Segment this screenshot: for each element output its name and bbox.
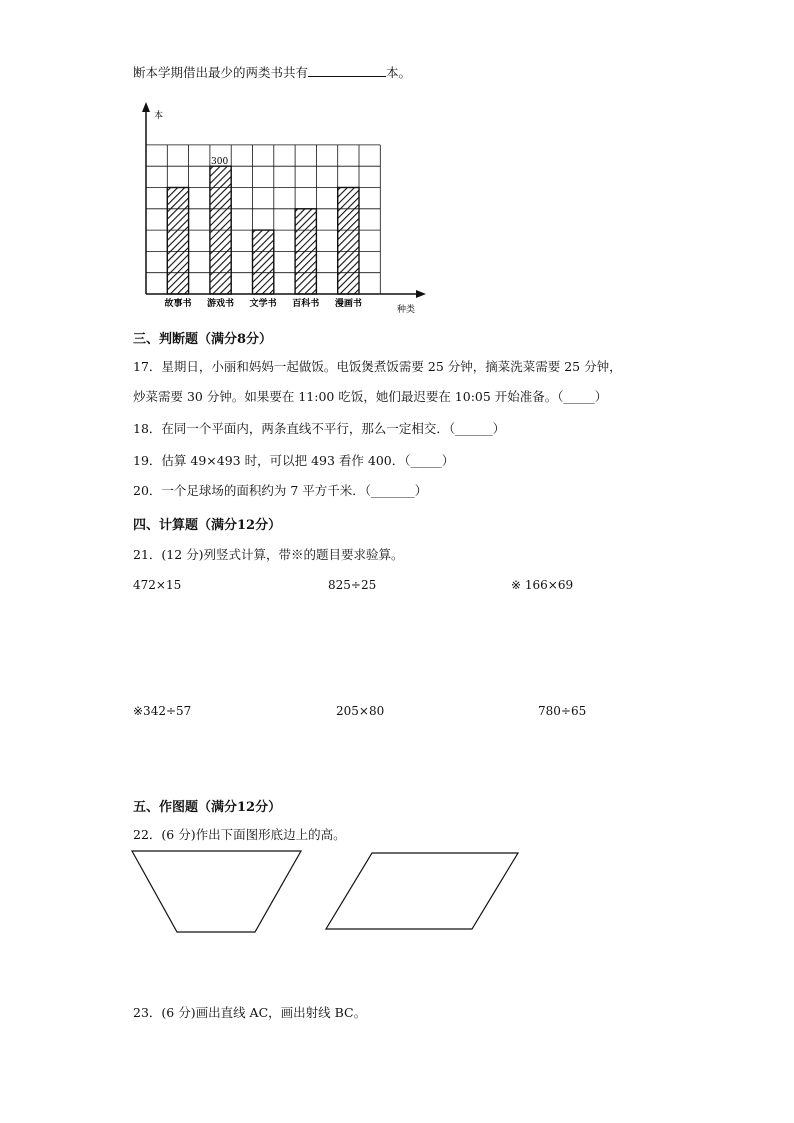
question-17-line1: 17．星期日，小丽和妈妈一起做饭。电饭煲煮饭需要 25 分钟，摘菜洗菜需要 25 分钟， [133, 359, 622, 374]
calc-item-4: ※342÷57 [133, 704, 192, 718]
bar-1 [167, 188, 188, 295]
parallelogram-figure [322, 848, 522, 934]
x-tick-label: 百科书 [292, 299, 320, 309]
x-tick-labels [164, 297, 361, 309]
question-20: 20．一个足球场的面积约为 7 平方千米．（_______） [133, 483, 428, 498]
x-axis-arrow [416, 290, 426, 298]
section-title-drawing: 五、作图题（满分12分） [133, 800, 282, 815]
intro-text-before: 断本学期借出最少的两类书共有 [133, 65, 309, 80]
bar-chart [120, 96, 440, 318]
bar-2 [210, 166, 231, 294]
x-tick-label: 游戏书 [207, 299, 235, 309]
calc-item-5: 205×80 [336, 704, 385, 718]
question-21: 21．(12 分)列竖式计算，带※的题目要求验算。 [133, 547, 404, 562]
question-19: 19．估算 49×493 时，可以把 493 看作 400．（_____） [133, 453, 455, 468]
parallelogram-shape [326, 853, 518, 929]
x-tick-label: 文学书 [249, 299, 277, 309]
answer-blank[interactable] [308, 64, 386, 77]
question-23: 23．(6 分)画出直线 AC，画出射线 BC。 [133, 1005, 367, 1020]
y-axis-label: 本 [154, 111, 164, 121]
trapezoid-shape [132, 851, 301, 932]
data-label-annotation: 300 [211, 157, 229, 167]
trapezoid-figure [130, 848, 310, 940]
intro-line [133, 64, 411, 82]
bar-3 [253, 230, 274, 294]
question-22: 22．(6 分)作出下面图形底边上的高。 [133, 827, 346, 842]
x-tick-label: 漫画书 [334, 299, 362, 309]
section-title-calculation: 四、计算题（满分12分） [133, 518, 282, 533]
intro-text-after: 本。 [386, 65, 412, 80]
bar-4 [295, 209, 316, 294]
calc-item-1: 472×15 [133, 578, 182, 592]
calc-item-6: 780÷65 [538, 704, 587, 718]
x-axis-label: 种类 [397, 305, 416, 315]
calc-item-2: 825÷25 [328, 578, 377, 592]
bar-5 [338, 188, 359, 295]
x-tick-label: 故事书 [164, 299, 192, 309]
y-axis-arrow [142, 102, 150, 112]
calc-item-3: ※ 166×69 [511, 578, 574, 592]
question-18: 18．在同一个平面内，两条直线不平行，那么一定相交．（______） [133, 421, 506, 436]
section-title-judgement: 三、判断题（满分8分） [133, 332, 273, 347]
question-17-line2: 炒菜需要 30 分钟。如果要在 11:00 吃饭，她们最迟要在 10:05 开始准备。（_____） [133, 389, 608, 404]
